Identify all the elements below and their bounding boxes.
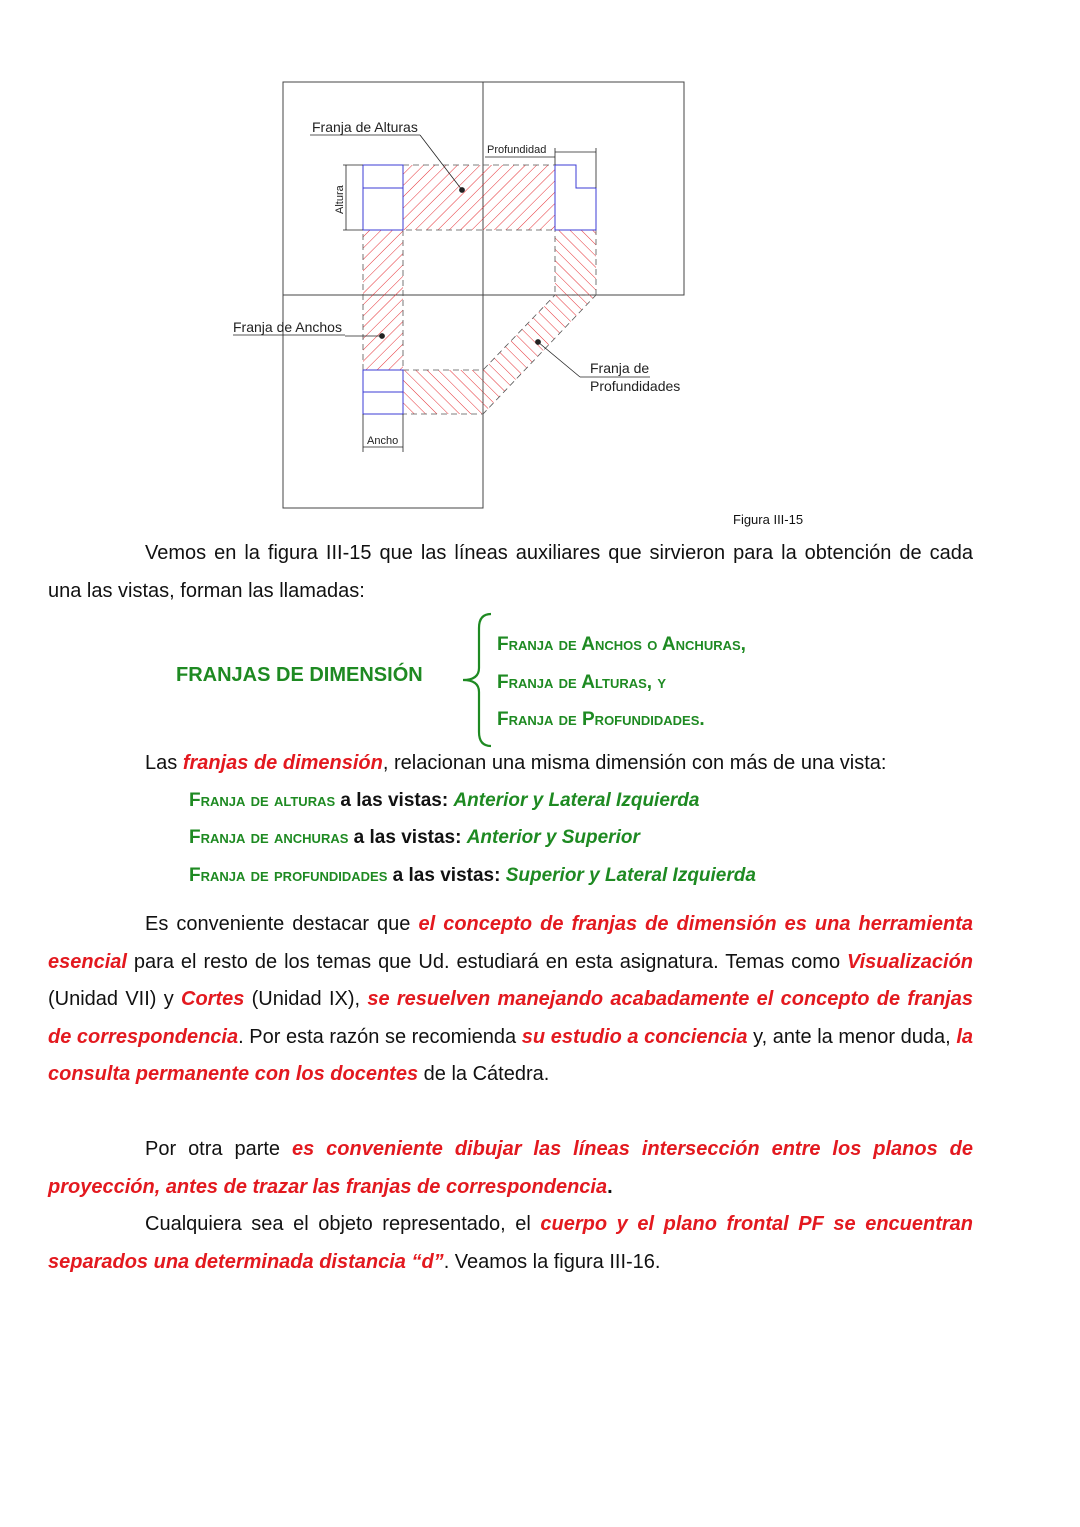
franja-alturas xyxy=(403,165,555,230)
franja-profundidades-diagonal xyxy=(483,295,596,414)
other-paragraph xyxy=(48,1131,973,1206)
text-segment: (Unidad IX), xyxy=(244,988,368,1010)
label-profundidad: Profundidad xyxy=(487,144,547,156)
emphasis-text: se resuelven manejando acabadamente el concepto de franjas de correspondencia xyxy=(48,988,973,1048)
dimension-list xyxy=(497,626,746,739)
relation-name: Franja de alturas xyxy=(189,790,336,811)
text-segment: . xyxy=(607,1175,613,1198)
text-segment: Es conveniente destacar que xyxy=(145,913,419,935)
relation-mid: a las vistas: xyxy=(348,827,467,848)
emphasis-text: es conveniente dibujar las líneas intersección entre los planos de proyección, antes de trazar las franjas de correspondencia xyxy=(48,1138,974,1198)
label-franja-profundidades-2: Profundidades xyxy=(590,378,681,394)
concept-paragraph xyxy=(48,906,973,1094)
text-segment: . Por esta razón se recomienda xyxy=(238,1025,522,1048)
text-segment: para el resto de los temas que Ud. estudiará en esta asignatura. Temas como xyxy=(126,950,848,973)
emphasis-text: Visualización xyxy=(847,950,973,973)
label-franja-alturas: Franja de Alturas xyxy=(312,119,418,135)
relation-paragraph xyxy=(48,745,973,783)
text-segment: . Veamos la figura III-16. xyxy=(443,1250,661,1273)
relation-views: Superior y Lateral Izquierda xyxy=(505,865,756,886)
franja-profundidades-horizontal xyxy=(403,370,483,414)
text-segment: (Unidad VII) y xyxy=(48,988,181,1010)
label-franja-anchos: Franja de Anchos xyxy=(233,319,342,335)
emphasis-text: la consulta permanente con los docentes xyxy=(48,1025,973,1085)
emphasis-text: el concepto de franjas de dimensión es una herramienta esencial xyxy=(48,913,973,973)
text-segment: Las xyxy=(145,752,183,774)
dimension-title: FRANJAS DE DIMENSIÓN xyxy=(176,664,423,686)
projection-frames xyxy=(283,82,684,508)
relation-row xyxy=(189,865,756,887)
dimension-item: Franja de Alturas, y xyxy=(497,671,667,693)
relation-views: Anterior y Superior xyxy=(466,827,640,848)
text-segment: Vemos en la figura III-15 que las líneas auxiliares que sirvieron para la obtención de cada una las vistas, forman las llamadas: xyxy=(48,542,973,602)
text-segment: Cualquiera sea el objeto representado, el xyxy=(145,1213,541,1235)
intro-paragraph xyxy=(48,535,973,610)
label-altura: Altura xyxy=(334,185,346,214)
text-segment: , relacionan una misma dimensión con más de una vista: xyxy=(382,752,887,774)
relation-name: Franja de profundidades xyxy=(189,865,388,886)
franja-anchos xyxy=(363,230,403,370)
emphasis-text: su estudio a conciencia xyxy=(521,1025,748,1048)
body-paragraph xyxy=(48,1206,973,1281)
brace-icon xyxy=(455,612,495,750)
emphasis-text: franjas de dimensión xyxy=(182,752,383,774)
relation-name: Franja de anchuras xyxy=(189,827,349,848)
relation-views: Anterior y Lateral Izquierda xyxy=(453,790,700,811)
emphasis-text: Cortes xyxy=(181,988,245,1010)
hatched-strips xyxy=(363,165,596,414)
text-segment: y, ante la menor duda, xyxy=(747,1025,957,1048)
franja-profundidades-vertical xyxy=(555,230,596,295)
text-segment: Por otra parte xyxy=(145,1138,292,1160)
label-franja-profundidades-1: Franja de xyxy=(590,360,650,376)
relation-mid: a las vistas: xyxy=(335,790,454,811)
figure-iii-15 xyxy=(0,0,1080,520)
relation-row xyxy=(189,827,640,849)
figure-caption: Figura III-15 xyxy=(733,512,804,527)
dimension-item: Franja de Anchos o Anchuras, xyxy=(497,634,746,655)
label-ancho: Ancho xyxy=(367,435,399,447)
text-segment: de la Cátedra. xyxy=(418,1063,550,1085)
relation-mid: a las vistas: xyxy=(387,865,506,886)
dimension-item: Franja de Profundidades. xyxy=(497,709,705,730)
emphasis-text: cuerpo y el plano frontal PF se encuentran separados una determinada distancia “d” xyxy=(48,1213,974,1273)
relation-row xyxy=(189,790,699,812)
